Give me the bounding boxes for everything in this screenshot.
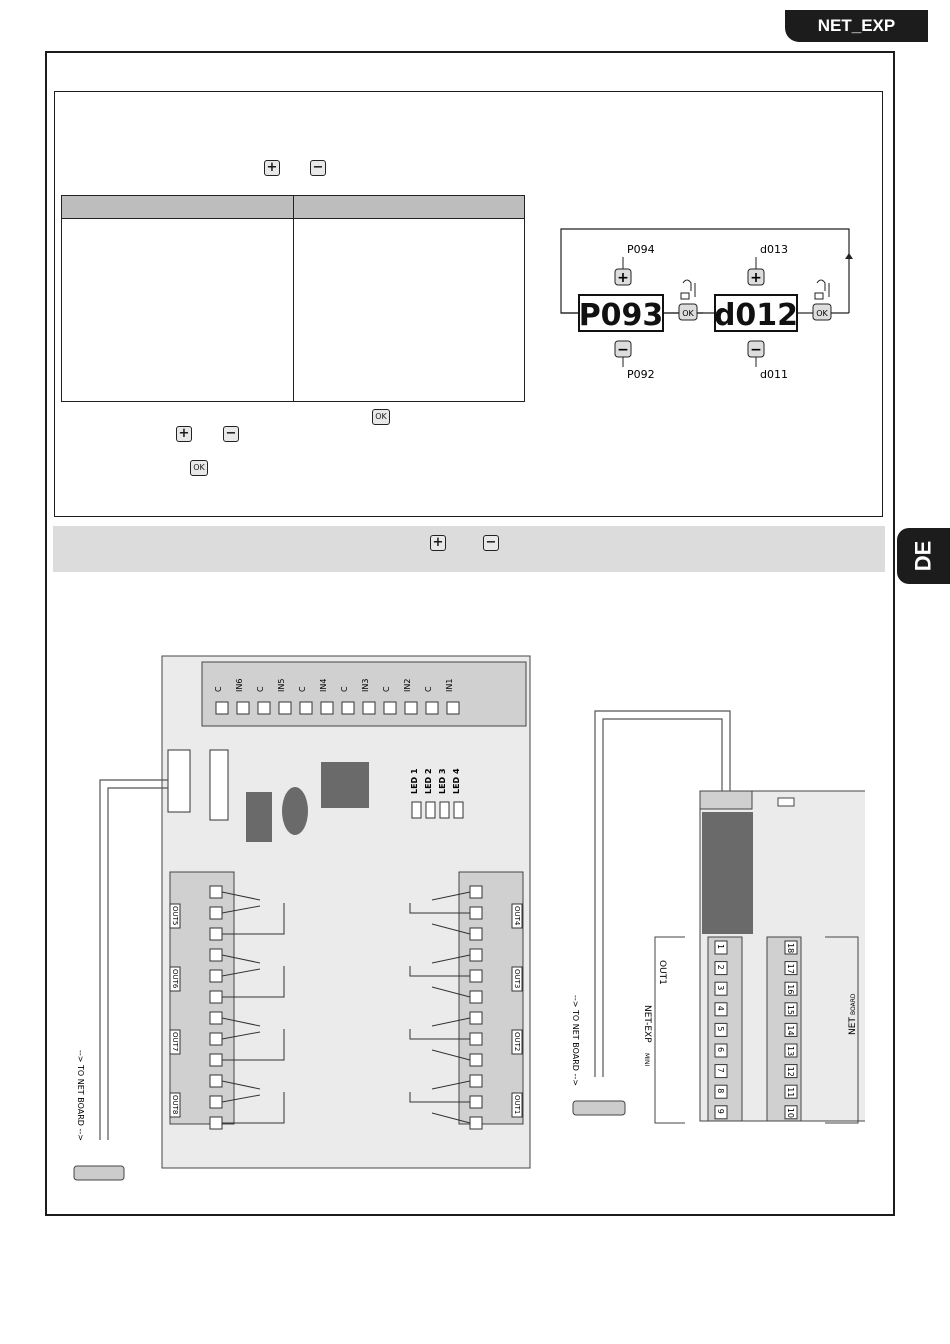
parameter-table — [61, 195, 525, 402]
terminal-label: C — [256, 686, 265, 692]
terminal-screw — [470, 907, 482, 919]
terminal-screw — [210, 1075, 222, 1087]
terminal-screw — [470, 1033, 482, 1045]
terminal-label: C — [214, 686, 223, 692]
output-label: OUT8 — [171, 1095, 179, 1115]
plus-key-icon: + — [264, 160, 280, 176]
terminal-screw — [210, 907, 222, 919]
info-band — [53, 526, 885, 572]
ok-key-icon: OK — [190, 460, 208, 476]
terminal-number: 2 — [716, 964, 725, 970]
terminal-screw — [321, 702, 333, 714]
terminal-number: 8 — [716, 1088, 725, 1094]
terminal-screw — [210, 886, 222, 898]
terminal-screw — [447, 702, 459, 714]
net-suffix: BOARD — [850, 993, 857, 1015]
terminal-screw — [470, 1054, 482, 1066]
left-up-value: P094 — [627, 243, 655, 256]
ok-key-icon: OK — [372, 409, 390, 425]
terminal-screw — [470, 970, 482, 982]
ok-icon: OK — [816, 309, 828, 318]
terminal-number: 11 — [786, 1087, 795, 1098]
minus-key-icon: − — [483, 535, 499, 551]
terminal-label: IN5 — [277, 678, 286, 692]
plus-icon: + — [750, 270, 762, 286]
output-label: OUT1 — [513, 1095, 521, 1115]
language-tab — [897, 528, 950, 584]
terminal-label: IN1 — [445, 678, 454, 692]
terminal-label: IN6 — [235, 678, 244, 692]
terminal-screw — [210, 928, 222, 940]
terminal-label: C — [424, 686, 433, 692]
terminal-label: C — [340, 686, 349, 692]
terminal-number: 3 — [716, 985, 725, 991]
terminal-number: 4 — [716, 1005, 725, 1011]
terminal-screw — [470, 1096, 482, 1108]
netexp-label: NET-EXP — [642, 1005, 652, 1043]
output-label: OUT5 — [171, 906, 179, 926]
terminal-label: IN3 — [361, 678, 370, 692]
ok-icon: OK — [682, 309, 694, 318]
net-exp-board-diagram — [60, 650, 540, 1190]
cable-label: --> TO NET BOARD --> — [76, 1050, 85, 1141]
terminal-screw — [470, 1075, 482, 1087]
minus-key-icon: − — [223, 426, 239, 442]
out-label: OUT1 — [657, 960, 667, 985]
led-indicator — [454, 802, 463, 818]
plus-icon: + — [617, 270, 629, 286]
terminal-number: 5 — [716, 1026, 725, 1032]
output-label: OUT3 — [513, 969, 521, 989]
minus-icon: − — [617, 342, 629, 358]
terminal-screw — [210, 1033, 222, 1045]
terminal-number: 13 — [786, 1046, 795, 1057]
led-label: LED 1 — [410, 768, 419, 794]
terminal-screw — [216, 702, 228, 714]
terminal-screw — [210, 1117, 222, 1129]
led-label: LED 3 — [438, 768, 447, 794]
output-label: OUT6 — [171, 969, 179, 989]
terminal-screw — [210, 970, 222, 982]
header-tab — [785, 10, 928, 42]
terminal-number: 16 — [786, 984, 795, 995]
terminal-label: C — [382, 686, 391, 692]
led-indicator — [440, 802, 449, 818]
led-label: LED 4 — [452, 768, 461, 794]
terminal-screw — [237, 702, 249, 714]
output-label: OUT7 — [171, 1032, 179, 1052]
output-label: OUT4 — [513, 906, 521, 926]
terminal-screw — [470, 1012, 482, 1024]
terminal-screw — [470, 928, 482, 940]
terminal-screw — [470, 991, 482, 1003]
plus-key-icon: + — [176, 426, 192, 442]
terminal-number: 9 — [716, 1108, 725, 1114]
terminal-screw — [363, 702, 375, 714]
minus-icon: − — [750, 342, 762, 358]
terminal-screw — [258, 702, 270, 714]
left-down-value: P092 — [627, 368, 655, 381]
terminal-screw — [279, 702, 291, 714]
terminal-number: 10 — [786, 1107, 795, 1118]
terminal-screw — [210, 991, 222, 1003]
net-exp-mini-diagram — [565, 705, 865, 1125]
terminal-screw — [470, 949, 482, 961]
cable-label: --> TO NET BOARD --> — [571, 995, 580, 1086]
terminal-screw — [342, 702, 354, 714]
language-tab-label: DE — [910, 540, 936, 572]
led-label: LED 2 — [424, 768, 433, 794]
terminal-screw — [210, 949, 222, 961]
terminal-label: IN2 — [403, 678, 412, 692]
terminal-number: 14 — [786, 1025, 795, 1036]
terminal-number: 7 — [716, 1067, 725, 1073]
terminal-number: 6 — [716, 1047, 725, 1053]
terminal-number: 17 — [786, 963, 795, 974]
table-divider — [293, 196, 294, 401]
left-display-value: P093 — [578, 298, 664, 333]
terminal-number: 15 — [786, 1004, 795, 1015]
terminal-number: 12 — [786, 1066, 795, 1077]
terminal-screw — [470, 1117, 482, 1129]
right-down-value: d011 — [760, 368, 788, 381]
press-hand-icon — [815, 280, 829, 299]
right-display-value: d012 — [713, 298, 799, 333]
terminal-number: 1 — [716, 944, 725, 950]
net-label: NET — [848, 1017, 858, 1035]
press-hand-icon — [681, 280, 695, 299]
header-tab-label: NET_EXP — [817, 16, 896, 35]
terminal-label: C — [298, 686, 307, 692]
led-indicator — [412, 802, 421, 818]
netexp-suffix: MINI — [643, 1053, 650, 1067]
terminal-label: IN4 — [319, 678, 328, 692]
right-up-value: d013 — [760, 243, 788, 256]
terminal-screw — [426, 702, 438, 714]
terminal-screw — [210, 1012, 222, 1024]
led-indicator — [426, 802, 435, 818]
terminal-number: 18 — [786, 943, 795, 954]
plus-key-icon: + — [430, 535, 446, 551]
minus-key-icon: − — [310, 160, 326, 176]
terminal-screw — [210, 1096, 222, 1108]
terminal-screw — [384, 702, 396, 714]
terminal-screw — [405, 702, 417, 714]
terminal-screw — [210, 1054, 222, 1066]
terminal-screw — [300, 702, 312, 714]
terminal-screw — [470, 886, 482, 898]
display-navigation-diagram — [555, 225, 860, 390]
output-label: OUT2 — [513, 1032, 521, 1052]
